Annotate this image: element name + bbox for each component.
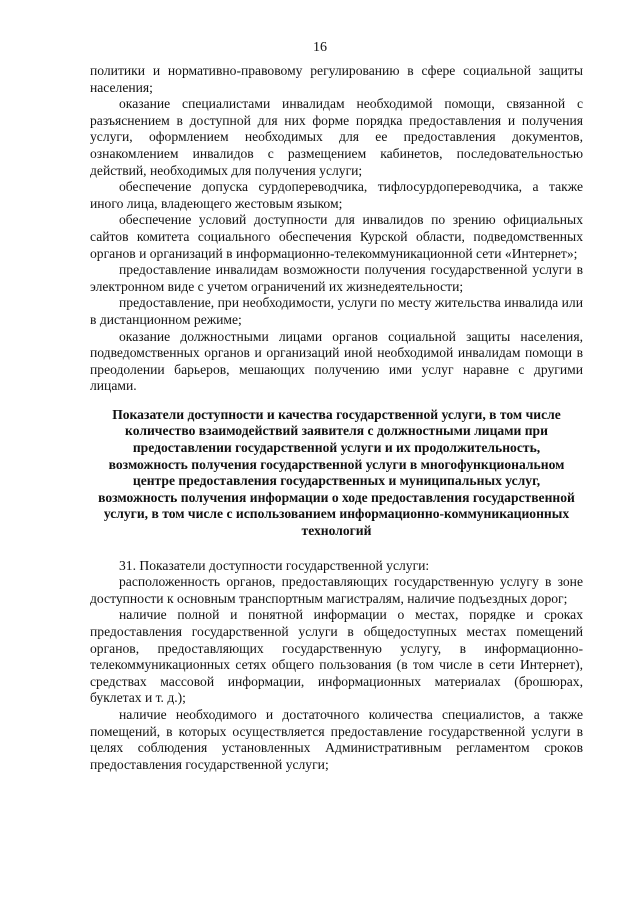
paragraph: предоставление, при необходимости, услуги по месту жительства инвалида или в дистанционном режиме; xyxy=(90,295,583,327)
paragraph: обеспечение условий доступности для инвалидов по зрению официальных сайтов комитета социального обеспечения Курской области, подведомственных органов и организаций в информационно-телекоммуникационной сети «Интернет»; xyxy=(90,212,583,261)
paragraph: наличие полной и понятной информации о местах, порядке и сроках предоставления государственной услуги в общедоступных местах помещений органов, предоставляющих государственную услугу, в информационно-телекоммуникационных сетях общего пользования (в том числе в сети Интернет), средствах массовой информации, информационных материалах (брошюрах, буклетах и т. д.); xyxy=(90,607,583,706)
page-number: 16 xyxy=(313,40,327,55)
paragraph: оказание должностными лицами органов социальной защиты населения, подведомственных органов и организаций иной необходимой инвалидам помощи в преодолении барьеров, мешающих получению ими услуг наравне с другими лицами. xyxy=(90,328,583,394)
paragraph: предоставление инвалидам возможности получения государственной услуги в электронном виде с учетом ограничений их жизнедеятельности; xyxy=(90,262,583,294)
paragraph: оказание специалистами инвалидам необходимой помощи, связанной с разъяснением в доступной для них форме порядка предоставления и получения услуги, оформлением необходимых для ее предоставления документов, ознакомлением инвалидов с размещением кабинетов, последовательностью действий, необходимых для получения услуги; xyxy=(90,96,583,178)
paragraph: наличие необходимого и достаточного количества специалистов, а также помещений, в которых осуществляется предоставление государственной услуги в целях соблюдения установленных Административным регламентом сроков предоставления государственной услуги; xyxy=(90,706,583,772)
paragraph: 31. Показатели доступности государственной услуги: xyxy=(119,557,430,573)
section-heading: Показатели доступности и качества государственной услуги, в том числе количество взаимодействий заявителя с должностными лицами при предоставлении государственной услуги и их продолжительность, возможность получения государственной услуги в многофункциональном центре предоставления государственных и муниципальных услуг, возможность получения информации о ходе предоставления государственной услуги, в том числе с использованием информационно-коммуникационных технологий xyxy=(98,406,575,539)
paragraph: обеспечение допуска сурдопереводчика, тифлосурдопереводчика, а также иного лица, владеющего жестовым языком; xyxy=(90,179,583,211)
paragraphs-top xyxy=(90,63,583,395)
document-body xyxy=(90,63,583,773)
paragraphs-bottom xyxy=(90,558,583,774)
paragraph: политики и нормативно-правовому регулированию в сфере социальной защиты населения; xyxy=(90,63,583,95)
paragraph: расположенность органов, предоставляющих государственную услугу в зоне доступности к основным транспортным магистралям, наличие подъездных дорог; xyxy=(90,574,583,606)
